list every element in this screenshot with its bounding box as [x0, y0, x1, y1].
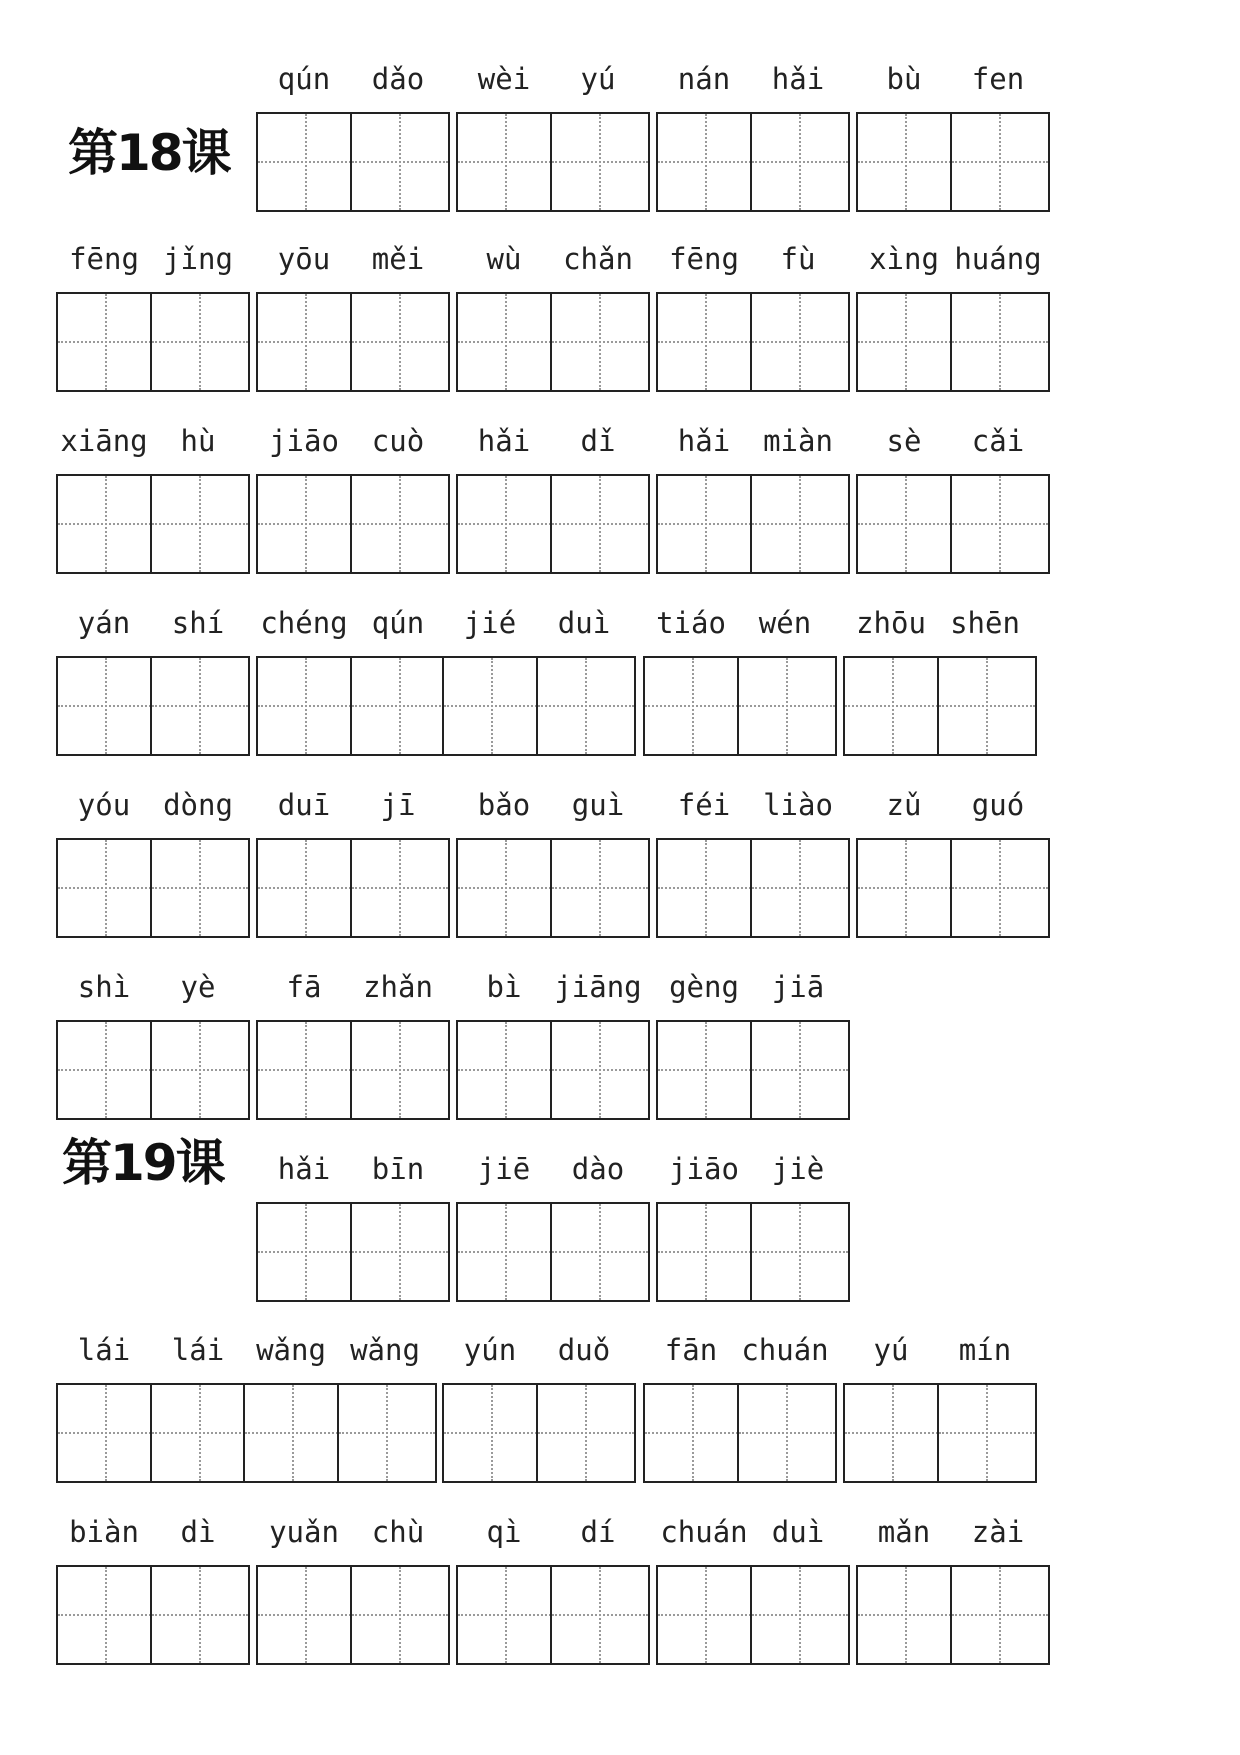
- pinyin-label: liào: [763, 788, 833, 822]
- writing-box[interactable]: [750, 838, 850, 938]
- pinyin-label: fēng: [669, 242, 739, 276]
- writing-box[interactable]: [737, 1383, 837, 1483]
- pinyin-label: xiāng: [60, 424, 148, 458]
- pinyin-label: yè: [180, 970, 216, 1004]
- word-row: [0, 1327, 1240, 1507]
- writing-box[interactable]: [856, 1565, 956, 1665]
- pinyin-label: sè: [886, 424, 922, 458]
- pinyin-label: duì: [771, 1515, 825, 1549]
- pinyin-label: fā: [286, 970, 322, 1004]
- writing-box[interactable]: [550, 474, 650, 574]
- pinyin-label: xìng: [869, 242, 939, 276]
- writing-box[interactable]: [150, 656, 250, 756]
- word-row: [0, 782, 1240, 962]
- pinyin-label: gèng: [669, 970, 739, 1004]
- writing-box[interactable]: [643, 656, 743, 756]
- pinyin-label: wǎng: [256, 1333, 326, 1367]
- pinyin-label: jiē: [477, 1152, 531, 1186]
- pinyin-label: fān: [664, 1333, 718, 1367]
- pinyin-label: shì: [77, 970, 131, 1004]
- writing-box[interactable]: [550, 1020, 650, 1120]
- pinyin-label: měi: [371, 242, 425, 276]
- writing-box[interactable]: [56, 1383, 156, 1483]
- writing-box[interactable]: [843, 1383, 943, 1483]
- writing-box[interactable]: [56, 656, 156, 756]
- writing-box[interactable]: [350, 1565, 450, 1665]
- pinyin-label: jī: [380, 788, 416, 822]
- pinyin-label: guó: [971, 788, 1025, 822]
- pinyin-label: yú: [873, 1333, 909, 1367]
- pinyin-label: hǎi: [477, 424, 531, 458]
- writing-box[interactable]: [337, 1383, 437, 1483]
- word-row: [0, 1509, 1240, 1689]
- pinyin-label: tiáo: [656, 606, 726, 640]
- writing-box[interactable]: [750, 474, 850, 574]
- pinyin-label: bù: [886, 62, 922, 96]
- writing-box[interactable]: [150, 474, 250, 574]
- writing-box[interactable]: [350, 474, 450, 574]
- writing-box[interactable]: [856, 474, 956, 574]
- writing-box[interactable]: [937, 1383, 1037, 1483]
- pinyin-label: yóu: [77, 788, 131, 822]
- writing-box[interactable]: [150, 1020, 250, 1120]
- writing-box[interactable]: [56, 292, 156, 392]
- pinyin-label: chéng: [260, 606, 348, 640]
- pinyin-label: nán: [677, 62, 731, 96]
- writing-box[interactable]: [350, 656, 450, 756]
- writing-box[interactable]: [843, 656, 943, 756]
- pinyin-label: bǎo: [477, 788, 531, 822]
- writing-box[interactable]: [256, 656, 356, 756]
- writing-box[interactable]: [56, 838, 156, 938]
- writing-box[interactable]: [150, 1383, 250, 1483]
- pinyin-label: yú: [580, 62, 616, 96]
- writing-box[interactable]: [656, 474, 756, 574]
- writing-box[interactable]: [937, 656, 1037, 756]
- pinyin-label: jiā: [771, 970, 825, 1004]
- writing-box[interactable]: [656, 292, 756, 392]
- writing-box[interactable]: [750, 292, 850, 392]
- pinyin-label: yuǎn: [269, 1515, 339, 1549]
- writing-box[interactable]: [656, 1565, 756, 1665]
- pinyin-label: jié: [463, 606, 517, 640]
- pinyin-label: chǎn: [563, 242, 633, 276]
- pinyin-label: dǎo: [371, 62, 425, 96]
- pinyin-label: zhōu: [856, 606, 926, 640]
- pinyin-label: wèi: [477, 62, 531, 96]
- writing-box[interactable]: [456, 838, 556, 938]
- writing-box[interactable]: [750, 112, 850, 212]
- pinyin-label: dì: [180, 1515, 216, 1549]
- pinyin-label: biàn: [69, 1515, 139, 1549]
- lesson-title-19: 第19课: [62, 1134, 224, 1192]
- writing-box[interactable]: [656, 1020, 756, 1120]
- word-row: [0, 600, 1240, 780]
- pinyin-label: féi: [677, 788, 731, 822]
- writing-box[interactable]: [256, 112, 356, 212]
- writing-box[interactable]: [550, 292, 650, 392]
- writing-box[interactable]: [150, 838, 250, 938]
- writing-box[interactable]: [950, 838, 1050, 938]
- lesson-title-18: 第18课: [68, 124, 230, 182]
- writing-box[interactable]: [350, 112, 450, 212]
- writing-box[interactable]: [56, 1020, 156, 1120]
- pinyin-label: cǎi: [971, 424, 1025, 458]
- writing-box[interactable]: [456, 1202, 556, 1302]
- pinyin-label: qún: [371, 606, 425, 640]
- pinyin-label: zhǎn: [363, 970, 433, 1004]
- writing-box[interactable]: [950, 474, 1050, 574]
- writing-box[interactable]: [442, 1383, 542, 1483]
- pinyin-label: fù: [780, 242, 816, 276]
- pinyin-label: dí: [580, 1515, 616, 1549]
- pinyin-label: mǎn: [877, 1515, 931, 1549]
- writing-box[interactable]: [350, 1202, 450, 1302]
- pinyin-label: jiāo: [269, 424, 339, 458]
- pinyin-label: lái: [171, 1333, 225, 1367]
- pinyin-label: duǒ: [557, 1333, 611, 1367]
- writing-box[interactable]: [656, 112, 756, 212]
- writing-box[interactable]: [536, 1383, 636, 1483]
- writing-box[interactable]: [256, 1202, 356, 1302]
- writing-box[interactable]: [256, 1565, 356, 1665]
- writing-box[interactable]: [350, 1020, 450, 1120]
- pinyin-label: hǎi: [277, 1152, 331, 1186]
- pinyin-label: yán: [77, 606, 131, 640]
- pinyin-label: dào: [571, 1152, 625, 1186]
- pinyin-label: wǎng: [350, 1333, 420, 1367]
- writing-box[interactable]: [350, 838, 450, 938]
- writing-box[interactable]: [750, 1565, 850, 1665]
- pinyin-label: hǎi: [771, 62, 825, 96]
- pinyin-label: bīn: [371, 1152, 425, 1186]
- pinyin-label: guì: [571, 788, 625, 822]
- writing-box[interactable]: [643, 1383, 743, 1483]
- writing-box[interactable]: [442, 656, 542, 756]
- writing-box[interactable]: [950, 1565, 1050, 1665]
- pinyin-label: qún: [277, 62, 331, 96]
- writing-box[interactable]: [456, 1020, 556, 1120]
- pinyin-label: fen: [971, 62, 1025, 96]
- pinyin-label: wén: [758, 606, 812, 640]
- writing-box[interactable]: [256, 474, 356, 574]
- pinyin-label: jǐng: [163, 242, 233, 276]
- writing-box[interactable]: [550, 1565, 650, 1665]
- pinyin-label: qì: [486, 1515, 522, 1549]
- writing-box[interactable]: [456, 292, 556, 392]
- pinyin-label: yún: [463, 1333, 517, 1367]
- pinyin-label: yōu: [277, 242, 331, 276]
- writing-box[interactable]: [536, 656, 636, 756]
- writing-box[interactable]: [750, 1020, 850, 1120]
- writing-box[interactable]: [150, 1565, 250, 1665]
- word-row: [0, 236, 1240, 416]
- pinyin-label: chuán: [660, 1515, 748, 1549]
- pinyin-label: duì: [557, 606, 611, 640]
- pinyin-label: shí: [171, 606, 225, 640]
- writing-box[interactable]: [256, 1020, 356, 1120]
- writing-box[interactable]: [950, 112, 1050, 212]
- writing-box[interactable]: [737, 656, 837, 756]
- writing-box[interactable]: [456, 112, 556, 212]
- writing-box[interactable]: [56, 474, 156, 574]
- pinyin-label: dǐ: [580, 424, 616, 458]
- writing-box[interactable]: [456, 474, 556, 574]
- pinyin-label: hǎi: [677, 424, 731, 458]
- word-row: [0, 1146, 1240, 1326]
- writing-box[interactable]: [656, 838, 756, 938]
- writing-box[interactable]: [350, 292, 450, 392]
- writing-box[interactable]: [550, 112, 650, 212]
- word-row: [0, 418, 1240, 598]
- writing-box[interactable]: [750, 1202, 850, 1302]
- pinyin-label: zǔ: [886, 788, 922, 822]
- writing-box[interactable]: [56, 1565, 156, 1665]
- writing-box[interactable]: [856, 838, 956, 938]
- writing-box[interactable]: [243, 1383, 343, 1483]
- word-row: [0, 56, 1240, 236]
- writing-box[interactable]: [256, 292, 356, 392]
- writing-box[interactable]: [456, 1565, 556, 1665]
- writing-box[interactable]: [256, 838, 356, 938]
- pinyin-label: huáng: [954, 242, 1042, 276]
- pinyin-label: zài: [971, 1515, 1025, 1549]
- pinyin-label: lái: [77, 1333, 131, 1367]
- pinyin-label: miàn: [763, 424, 833, 458]
- word-row: [0, 964, 1240, 1144]
- pinyin-label: mín: [958, 1333, 1012, 1367]
- writing-box[interactable]: [550, 1202, 650, 1302]
- pinyin-label: bì: [486, 970, 522, 1004]
- pinyin-label: fēng: [69, 242, 139, 276]
- pinyin-label: shēn: [950, 606, 1020, 640]
- pinyin-label: hù: [180, 424, 216, 458]
- pinyin-label: wù: [486, 242, 522, 276]
- pinyin-label: jiāo: [669, 1152, 739, 1186]
- pinyin-label: jiāng: [554, 970, 642, 1004]
- writing-box[interactable]: [950, 292, 1050, 392]
- pinyin-label: cuò: [371, 424, 425, 458]
- writing-box[interactable]: [550, 838, 650, 938]
- pinyin-label: dòng: [163, 788, 233, 822]
- writing-box[interactable]: [856, 292, 956, 392]
- writing-box[interactable]: [150, 292, 250, 392]
- writing-box[interactable]: [656, 1202, 756, 1302]
- pinyin-label: chuán: [741, 1333, 829, 1367]
- pinyin-label: jiè: [771, 1152, 825, 1186]
- writing-box[interactable]: [856, 112, 956, 212]
- pinyin-label: duī: [277, 788, 331, 822]
- pinyin-label: chù: [371, 1515, 425, 1549]
